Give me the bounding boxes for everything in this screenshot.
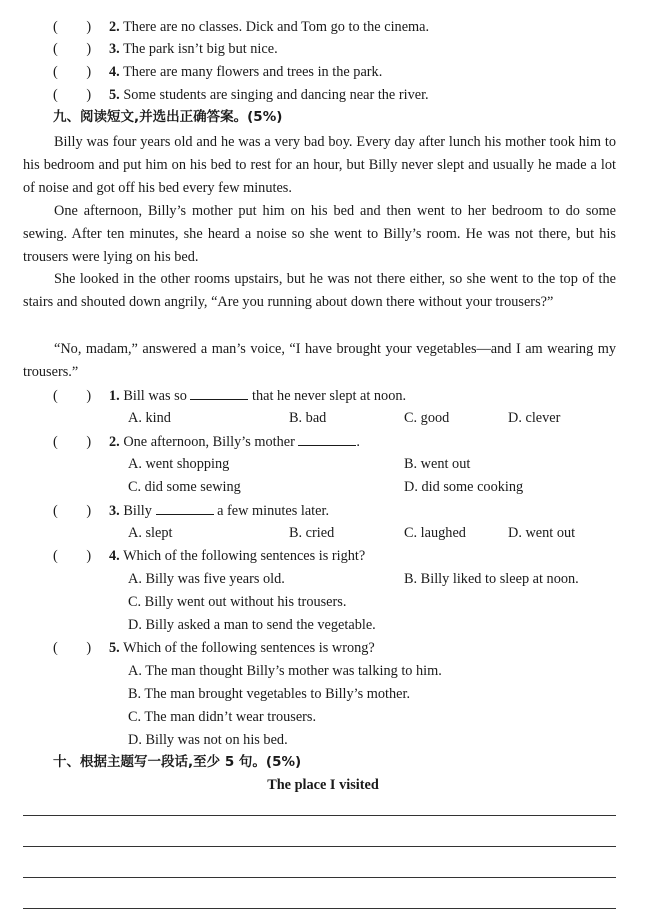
question-row (53, 638, 375, 658)
option[interactable]: A. The man thought Billy’s mother was talking to him. (128, 663, 442, 679)
question-stem-end: . (356, 434, 360, 450)
option[interactable]: C. The man didn’t wear trousers. (128, 709, 317, 725)
answer-parens[interactable]: ( ) (53, 388, 92, 404)
question-row (53, 17, 429, 37)
question-row (53, 85, 429, 105)
answer-parens[interactable]: ( ) (53, 548, 92, 564)
question-number: 5. (109, 640, 120, 656)
writing-title: The place I visited (267, 777, 379, 793)
question-number: 4. (109, 548, 120, 564)
answer-parens[interactable]: ( ) (53, 503, 92, 519)
question-number: 3. (109, 503, 120, 519)
question-row (53, 39, 278, 59)
passage-paragraph: “No, madam,” answered a man’s voice, “I have brought your vegetables—and I am wearing my trousers.” (23, 341, 616, 380)
question-text: The park isn’t big but nice. (123, 41, 278, 57)
option[interactable]: D. clever (508, 410, 561, 426)
passage-paragraph: One afternoon, Billy’s mother put him on his bed and then went to her bedroom to do some sewing. After ten minutes, she heard a noise so she went to Billy’s room. He was not there, but his trousers were lying on his bed. (23, 203, 616, 265)
answer-parens[interactable]: ( ) (53, 19, 92, 35)
fill-blank[interactable] (298, 431, 356, 446)
question-number: 5. (109, 87, 120, 103)
section-heading: 十、根据主题写一段话,至少 5 句。(5%) (53, 754, 302, 770)
question-number: 4. (109, 64, 120, 80)
question-number: 3. (109, 41, 120, 57)
fill-blank[interactable] (156, 500, 214, 515)
question-number: 2. (109, 434, 120, 450)
option[interactable]: A. slept (128, 525, 173, 541)
answer-parens[interactable]: ( ) (53, 640, 92, 656)
question-stem: Which of the following sentences is right? (123, 548, 366, 564)
option[interactable]: A. went shopping (128, 456, 230, 472)
option[interactable]: A. Billy was five years old. (128, 571, 285, 587)
section-heading: 九、阅读短文,并选出正确答案。(5%) (53, 109, 283, 125)
question-text: There are many flowers and trees in the park. (123, 64, 383, 80)
question-number: 2. (109, 19, 120, 35)
writing-line[interactable] (23, 815, 616, 816)
option[interactable]: A. kind (128, 410, 171, 426)
option[interactable]: D. did some cooking (404, 479, 524, 495)
writing-line[interactable] (23, 877, 616, 878)
writing-line[interactable] (23, 846, 616, 847)
question-stem: Bill was so (123, 388, 187, 404)
option[interactable]: C. laughed (404, 525, 466, 541)
writing-line[interactable] (23, 908, 616, 909)
question-stem-end: that he never slept at noon. (252, 388, 407, 404)
question-text: There are no classes. Dick and Tom go to the cinema. (123, 19, 430, 35)
question-stem: Which of the following sentences is wrong? (123, 640, 375, 656)
option[interactable]: B. cried (289, 525, 335, 541)
question-stem: Billy (123, 503, 152, 519)
option[interactable]: D. Billy asked a man to send the vegetable. (128, 617, 376, 633)
question-row (53, 500, 329, 521)
option[interactable]: B. The man brought vegetables to Billy’s mother. (128, 686, 411, 702)
option[interactable]: B. bad (289, 410, 327, 426)
option[interactable]: D. went out (508, 525, 576, 541)
option[interactable]: D. Billy was not on his bed. (128, 732, 288, 748)
question-row (53, 62, 382, 82)
question-row (53, 546, 365, 566)
option[interactable]: B. Billy liked to sleep at noon. (404, 571, 579, 587)
option[interactable]: C. good (404, 410, 450, 426)
question-text: Some students are singing and dancing near the river. (123, 87, 429, 103)
question-number: 1. (109, 388, 120, 404)
passage-paragraph: Billy was four years old and he was a very bad boy. Every day after lunch his mother took him to his bedroom and put him on his bed to rest for an hour, but Billy never slept and usually he made a lot of noise and got off his bed every few minutes. (23, 134, 616, 196)
option[interactable]: C. Billy went out without his trousers. (128, 594, 347, 610)
answer-parens[interactable]: ( ) (53, 434, 92, 450)
question-row (53, 431, 360, 452)
question-row (53, 385, 406, 406)
question-stem: One afternoon, Billy’s mother (123, 434, 295, 450)
question-stem-end: a few minutes later. (217, 503, 330, 519)
answer-parens[interactable]: ( ) (53, 64, 92, 80)
option[interactable]: B. went out (404, 456, 471, 472)
answer-parens[interactable]: ( ) (53, 87, 92, 103)
passage-paragraph: She looked in the other rooms upstairs, but he was not there either, so she went to the top of the stairs and shouted down angrily, “Are you running about down there without your trousers?” (23, 271, 616, 310)
fill-blank[interactable] (190, 385, 248, 400)
answer-parens[interactable]: ( ) (53, 41, 92, 57)
option[interactable]: C. did some sewing (128, 479, 241, 495)
